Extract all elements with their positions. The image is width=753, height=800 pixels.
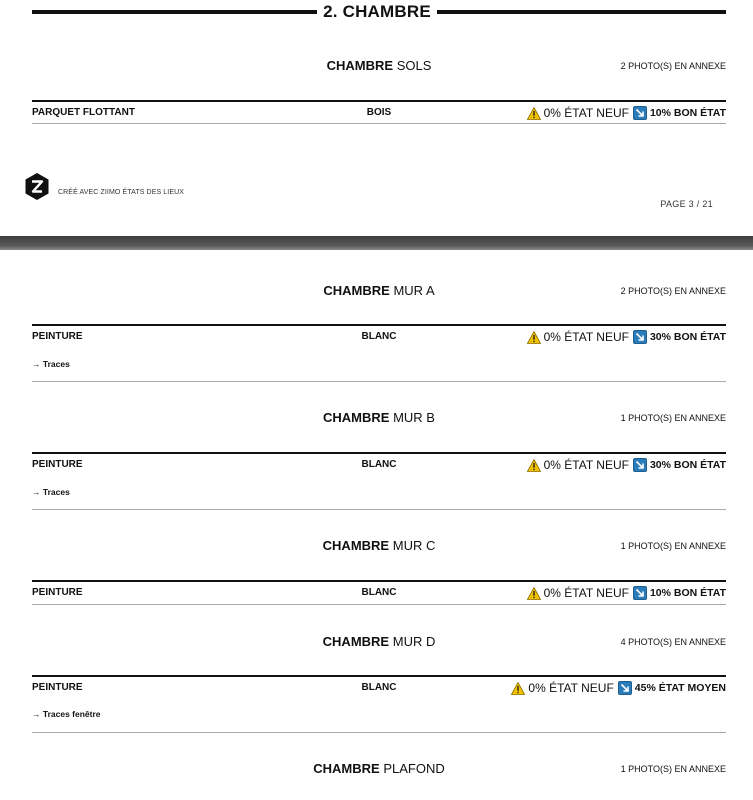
warning-icon [527, 587, 541, 600]
title-rule-left [32, 10, 317, 14]
room-heading-mur-a [32, 283, 726, 299]
neuf-percent: 0% ÉTAT NEUF [528, 681, 614, 695]
footer-credit: CRÉÉ AVEC ZIIMO ÉTATS DES LIEUX [58, 189, 185, 196]
room-element: SOLS [396, 58, 432, 73]
arrow-down-right-icon [633, 458, 647, 472]
neuf-percent: 0% ÉTAT NEUF [543, 106, 629, 120]
row-divider [32, 123, 726, 124]
item-material: BLANC [361, 331, 397, 342]
photo-count[interactable]: 1 PHOTO(S) EN ANNEXE [620, 541, 726, 551]
section-title [32, 2, 726, 22]
report-page-3 [0, 0, 753, 236]
room-element: MUR B [393, 410, 435, 425]
warning-icon [527, 331, 541, 344]
room-name: CHAMBRE [323, 283, 390, 298]
page-number: PAGE 3 / 21 [660, 199, 713, 209]
neuf-percent: 0% ÉTAT NEUF [543, 586, 629, 600]
warning-icon [527, 107, 541, 120]
item-material: BLANC [361, 587, 397, 598]
warning-icon [527, 459, 541, 472]
warning-icon [511, 682, 525, 695]
row-divider [32, 381, 726, 382]
room-element: MUR C [392, 538, 436, 553]
photo-count[interactable]: 2 PHOTO(S) EN ANNEXE [620, 61, 726, 71]
state-percent: 10% BON ÉTAT [649, 107, 726, 119]
item-condition [527, 329, 726, 345]
room-name: CHAMBRE [313, 761, 380, 776]
state-percent: 30% BON ÉTAT [649, 459, 726, 471]
neuf-percent: 0% ÉTAT NEUF [543, 458, 629, 472]
item-row-mur-d [32, 675, 726, 733]
room-heading-mur-c [32, 538, 726, 554]
room-element: PLAFOND [383, 761, 445, 776]
title-rule-right [437, 10, 726, 14]
section-title-text: 2. CHAMBRE [323, 2, 431, 21]
arrow-down-right-icon [633, 586, 647, 600]
item-material: BLANC [361, 682, 397, 693]
item-condition [511, 680, 726, 696]
room-name: CHAMBRE [326, 58, 394, 73]
room-heading-plafond [32, 761, 726, 777]
state-percent: 45% ÉTAT MOYEN [634, 682, 726, 694]
room-element: MUR A [393, 283, 435, 298]
item-condition [527, 105, 726, 121]
neuf-percent: 0% ÉTAT NEUF [543, 330, 629, 344]
page-separator [0, 236, 753, 250]
arrow-down-right-icon [633, 330, 647, 344]
item-condition [527, 457, 726, 473]
arrow-down-right-icon [618, 681, 632, 695]
item-note: → Traces [32, 487, 70, 497]
ziimo-logo-icon [25, 173, 49, 200]
item-row-mur-c [32, 580, 726, 605]
item-note: → Traces fenêtre [32, 709, 101, 719]
room-name: CHAMBRE [322, 538, 390, 553]
room-name: CHAMBRE [322, 634, 390, 649]
item-material: BOIS [366, 107, 392, 118]
state-percent: 30% BON ÉTAT [649, 331, 726, 343]
item-name: PARQUET FLOTTANT [32, 107, 135, 118]
room-heading-mur-b [32, 410, 726, 426]
item-row-sols [32, 100, 726, 124]
item-note: → Traces [32, 359, 70, 369]
item-name: PEINTURE [32, 682, 83, 693]
room-name: CHAMBRE [323, 410, 390, 425]
item-name: PEINTURE [32, 331, 83, 342]
item-name: PEINTURE [32, 459, 83, 470]
row-divider [32, 604, 726, 605]
arrow-down-right-icon [633, 106, 647, 120]
item-row-mur-a [32, 324, 726, 382]
room-element: MUR D [392, 634, 436, 649]
photo-count[interactable]: 2 PHOTO(S) EN ANNEXE [620, 286, 726, 296]
photo-count[interactable]: 1 PHOTO(S) EN ANNEXE [620, 764, 726, 774]
item-condition [527, 585, 726, 601]
item-name: PEINTURE [32, 587, 83, 598]
row-divider [32, 732, 726, 733]
state-percent: 10% BON ÉTAT [649, 587, 726, 599]
photo-count[interactable]: 1 PHOTO(S) EN ANNEXE [620, 413, 726, 423]
photo-count[interactable]: 4 PHOTO(S) EN ANNEXE [620, 637, 726, 647]
room-heading-sols [32, 58, 726, 74]
report-page-4 [0, 250, 753, 800]
room-heading-mur-d [32, 634, 726, 650]
item-material: BLANC [361, 459, 397, 470]
item-row-mur-b [32, 452, 726, 510]
row-divider [32, 509, 726, 510]
